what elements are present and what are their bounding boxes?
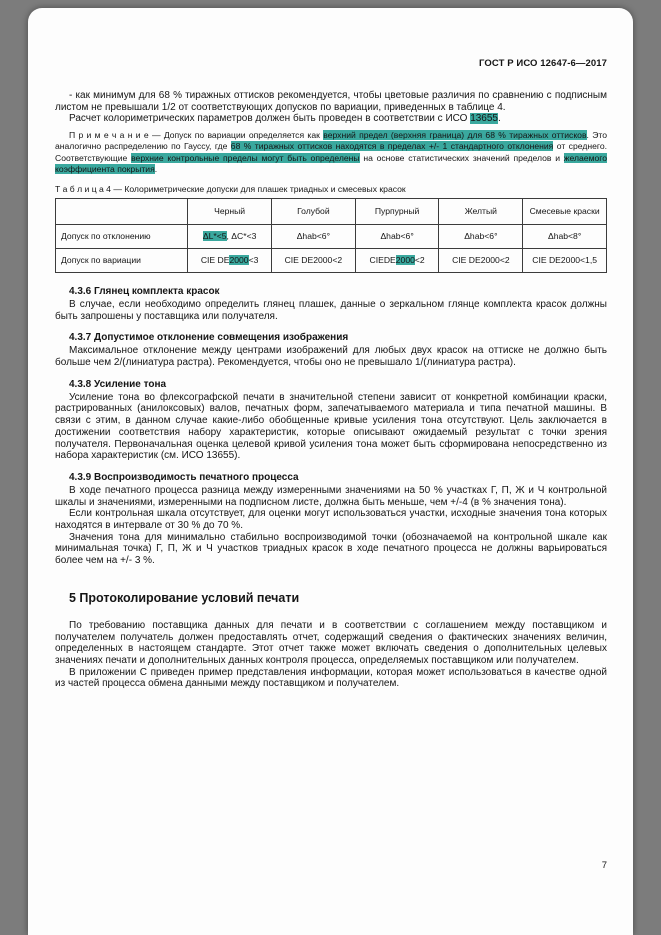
table-cell: CIE DE2000<2 bbox=[271, 248, 355, 272]
table-header-magenta: Пурпурный bbox=[355, 198, 439, 224]
section-heading-4-3-8: 4.3.8 Усиление тона bbox=[69, 378, 167, 390]
table-header-yellow: Желтый bbox=[439, 198, 523, 224]
row-label: Допуск по вариации bbox=[56, 248, 188, 272]
doc-code-header: ГОСТ Р ИСО 12647-6—2017 bbox=[479, 58, 607, 69]
section-4-3-8-paragraph: Усиление тона во флексографской печати в значительной степени зависит от конкретной комбинации краски, растрированных (анилоксовых) валов, печатных форм, запечатываемого материала и типа печатной машины. В связи с этим, в данном случае какие-либо обобщенные кривые усиления тона отсутствуют. Цель заключается в достижении соответствия набору характеристик, которые описывают ожидаемый результат с точки зрения получателя. Первоначальная оценка целевой кривой усиления тона может быть сформирована непосредственно из набора характеристик (см. ИСО 13655). bbox=[55, 391, 607, 462]
table-row-variation bbox=[56, 248, 607, 272]
text-run: П р и м е ч а н и е — Допуск по вариации определяется как bbox=[69, 130, 324, 141]
highlight-text: верхние контрольные пределы могут быть определены bbox=[131, 152, 360, 163]
highlight-text: ΔL*<5 bbox=[202, 231, 227, 242]
text-run: . bbox=[154, 163, 158, 174]
page-content bbox=[55, 58, 607, 690]
table-cell: CIE DE2000<2 bbox=[439, 248, 523, 272]
highlight-text: желаемого коэффициента покрытия bbox=[55, 152, 607, 174]
colorimetric-tolerances-table bbox=[55, 198, 607, 273]
text-run: <3 bbox=[248, 255, 259, 266]
section-5-paragraph-2: В приложении С приведен пример представления информации, которая может использоваться в качестве одной из частей процесса обмена данными между поставщиком и получателем. bbox=[55, 666, 607, 690]
intro-paragraph-2 bbox=[55, 113, 607, 125]
table-header-row bbox=[56, 198, 607, 224]
page-number: 7 bbox=[601, 860, 607, 871]
note-paragraph bbox=[55, 130, 607, 175]
text-run: CIEDE bbox=[369, 255, 396, 266]
table-cell: Δhab<6° bbox=[355, 224, 439, 248]
table-cell: Δhab<8° bbox=[523, 224, 607, 248]
section-4-3-9-paragraph-2: Если контрольная шкала отсутствует, для оценки могут использоваться участки, исходные значения тона которых находятся в интервале от 30 % до 70 %. bbox=[55, 508, 607, 532]
text-run: Расчет колориметрических параметров должен быть проведен в соответствии с ИСО bbox=[69, 113, 471, 125]
highlight-text: верхний предел (верхняя граница) для 68 % тиражных оттисков bbox=[323, 130, 587, 141]
text-run: , ΔC*<3 bbox=[226, 231, 257, 242]
section-4-3-9-paragraph-3: Значения тона для минимально стабильно воспроизводимой точки (обозначаемой на контрольной шкале как минимальная точка) Г, П, Ж и Ч участков триадных красок в ходе печатного процесса не должны варьироваться более чем на +/- 3 %. bbox=[55, 531, 607, 567]
section-5-paragraph-1: По требованию поставщика данных для печати и в соответствии с соглашением между поставщиком и получателем получатель должен предоставлять отчет, содержащий сведения о фактических значениях величин, определенных в настоящем стандарте. Этот отчет также может включать сведения о дополнительных целевых значениях печати и дополнительных данных контроля процесса, определяемых поставщиком или получателем. bbox=[55, 619, 607, 666]
section-heading-4-3-9: 4.3.9 Воспроизводимость печатного процесса bbox=[69, 471, 299, 483]
text-run: . Это аналогично распределению по Гауссу, где bbox=[55, 130, 608, 152]
table-header-cyan: Голубой bbox=[271, 198, 355, 224]
text-run: CIE DE bbox=[200, 255, 230, 266]
section-4-3-7-paragraph: Максимальное отклонение между центрами изображений для любых двух красок на оттиске не должно быть больше чем 2/(линиатура растра). Рекомендуется, чтобы оно не превышало 1/(линиатура растра). bbox=[55, 345, 607, 369]
section-4-3-9-paragraph-1: В ходе печатного процесса разница между измеренными значениями на 50 % участках Г, П, Ж и Ч контрольной шкалы и значениями, измеренными на подписном листе, должна быть меньше, чем +/-4 (в % значения тона). bbox=[55, 484, 607, 508]
table-header-corner bbox=[56, 198, 188, 224]
table-cell: CIE DE2000<1,5 bbox=[523, 248, 607, 272]
row-label: Допуск по отклонению bbox=[56, 224, 188, 248]
text-run: <2 bbox=[414, 255, 425, 266]
table-cell bbox=[188, 248, 272, 272]
table-row-deviation bbox=[56, 224, 607, 248]
table-caption: Т а б л и ц а 4 — Колориметрические допуски для плашек триадных и смесевых красок bbox=[55, 183, 406, 194]
highlight-text: 2000 bbox=[395, 255, 415, 266]
highlight-text: 68 % тиражных оттисков находятся в пределах +/- 1 стандартного отклонения bbox=[230, 141, 554, 152]
table-header-spot-colors: Смесевые краски bbox=[523, 198, 607, 224]
table-header-black: Черный bbox=[188, 198, 272, 224]
table-cell bbox=[355, 248, 439, 272]
intro-paragraph-1: - как минимум для 68 % тиражных оттисков рекомендуется, чтобы цветовые различия по сравнению с подписным листом не превышали 1/2 от соответствующих допусков по вариации, приведенных в таблице 4. bbox=[55, 90, 607, 113]
text-run: . bbox=[498, 113, 501, 125]
table-cell: Δhab<6° bbox=[439, 224, 523, 248]
text-run: на основе статистических значений пределов и bbox=[359, 152, 564, 163]
section-heading-4-3-7: 4.3.7 Допустимое отклонение совмещения изображения bbox=[69, 332, 349, 344]
section-heading-4-3-6: 4.3.6 Глянец комплекта красок bbox=[69, 285, 220, 297]
chapter-heading-5: 5 Протоколирование условий печати bbox=[69, 590, 300, 605]
section-4-3-6-paragraph: В случае, если необходимо определить глянец плашек, данные о зеркальном глянце комплекта красок должны быть запрошены у поставщика или получателя. bbox=[55, 298, 607, 322]
highlight-text: 13655 bbox=[470, 113, 498, 125]
table-cell: Δhab<6° bbox=[271, 224, 355, 248]
text-run: от среднего. Соответствующие bbox=[55, 141, 608, 163]
highlight-text: 2000 bbox=[229, 255, 249, 266]
table-cell bbox=[188, 224, 272, 248]
document-page bbox=[28, 8, 633, 935]
